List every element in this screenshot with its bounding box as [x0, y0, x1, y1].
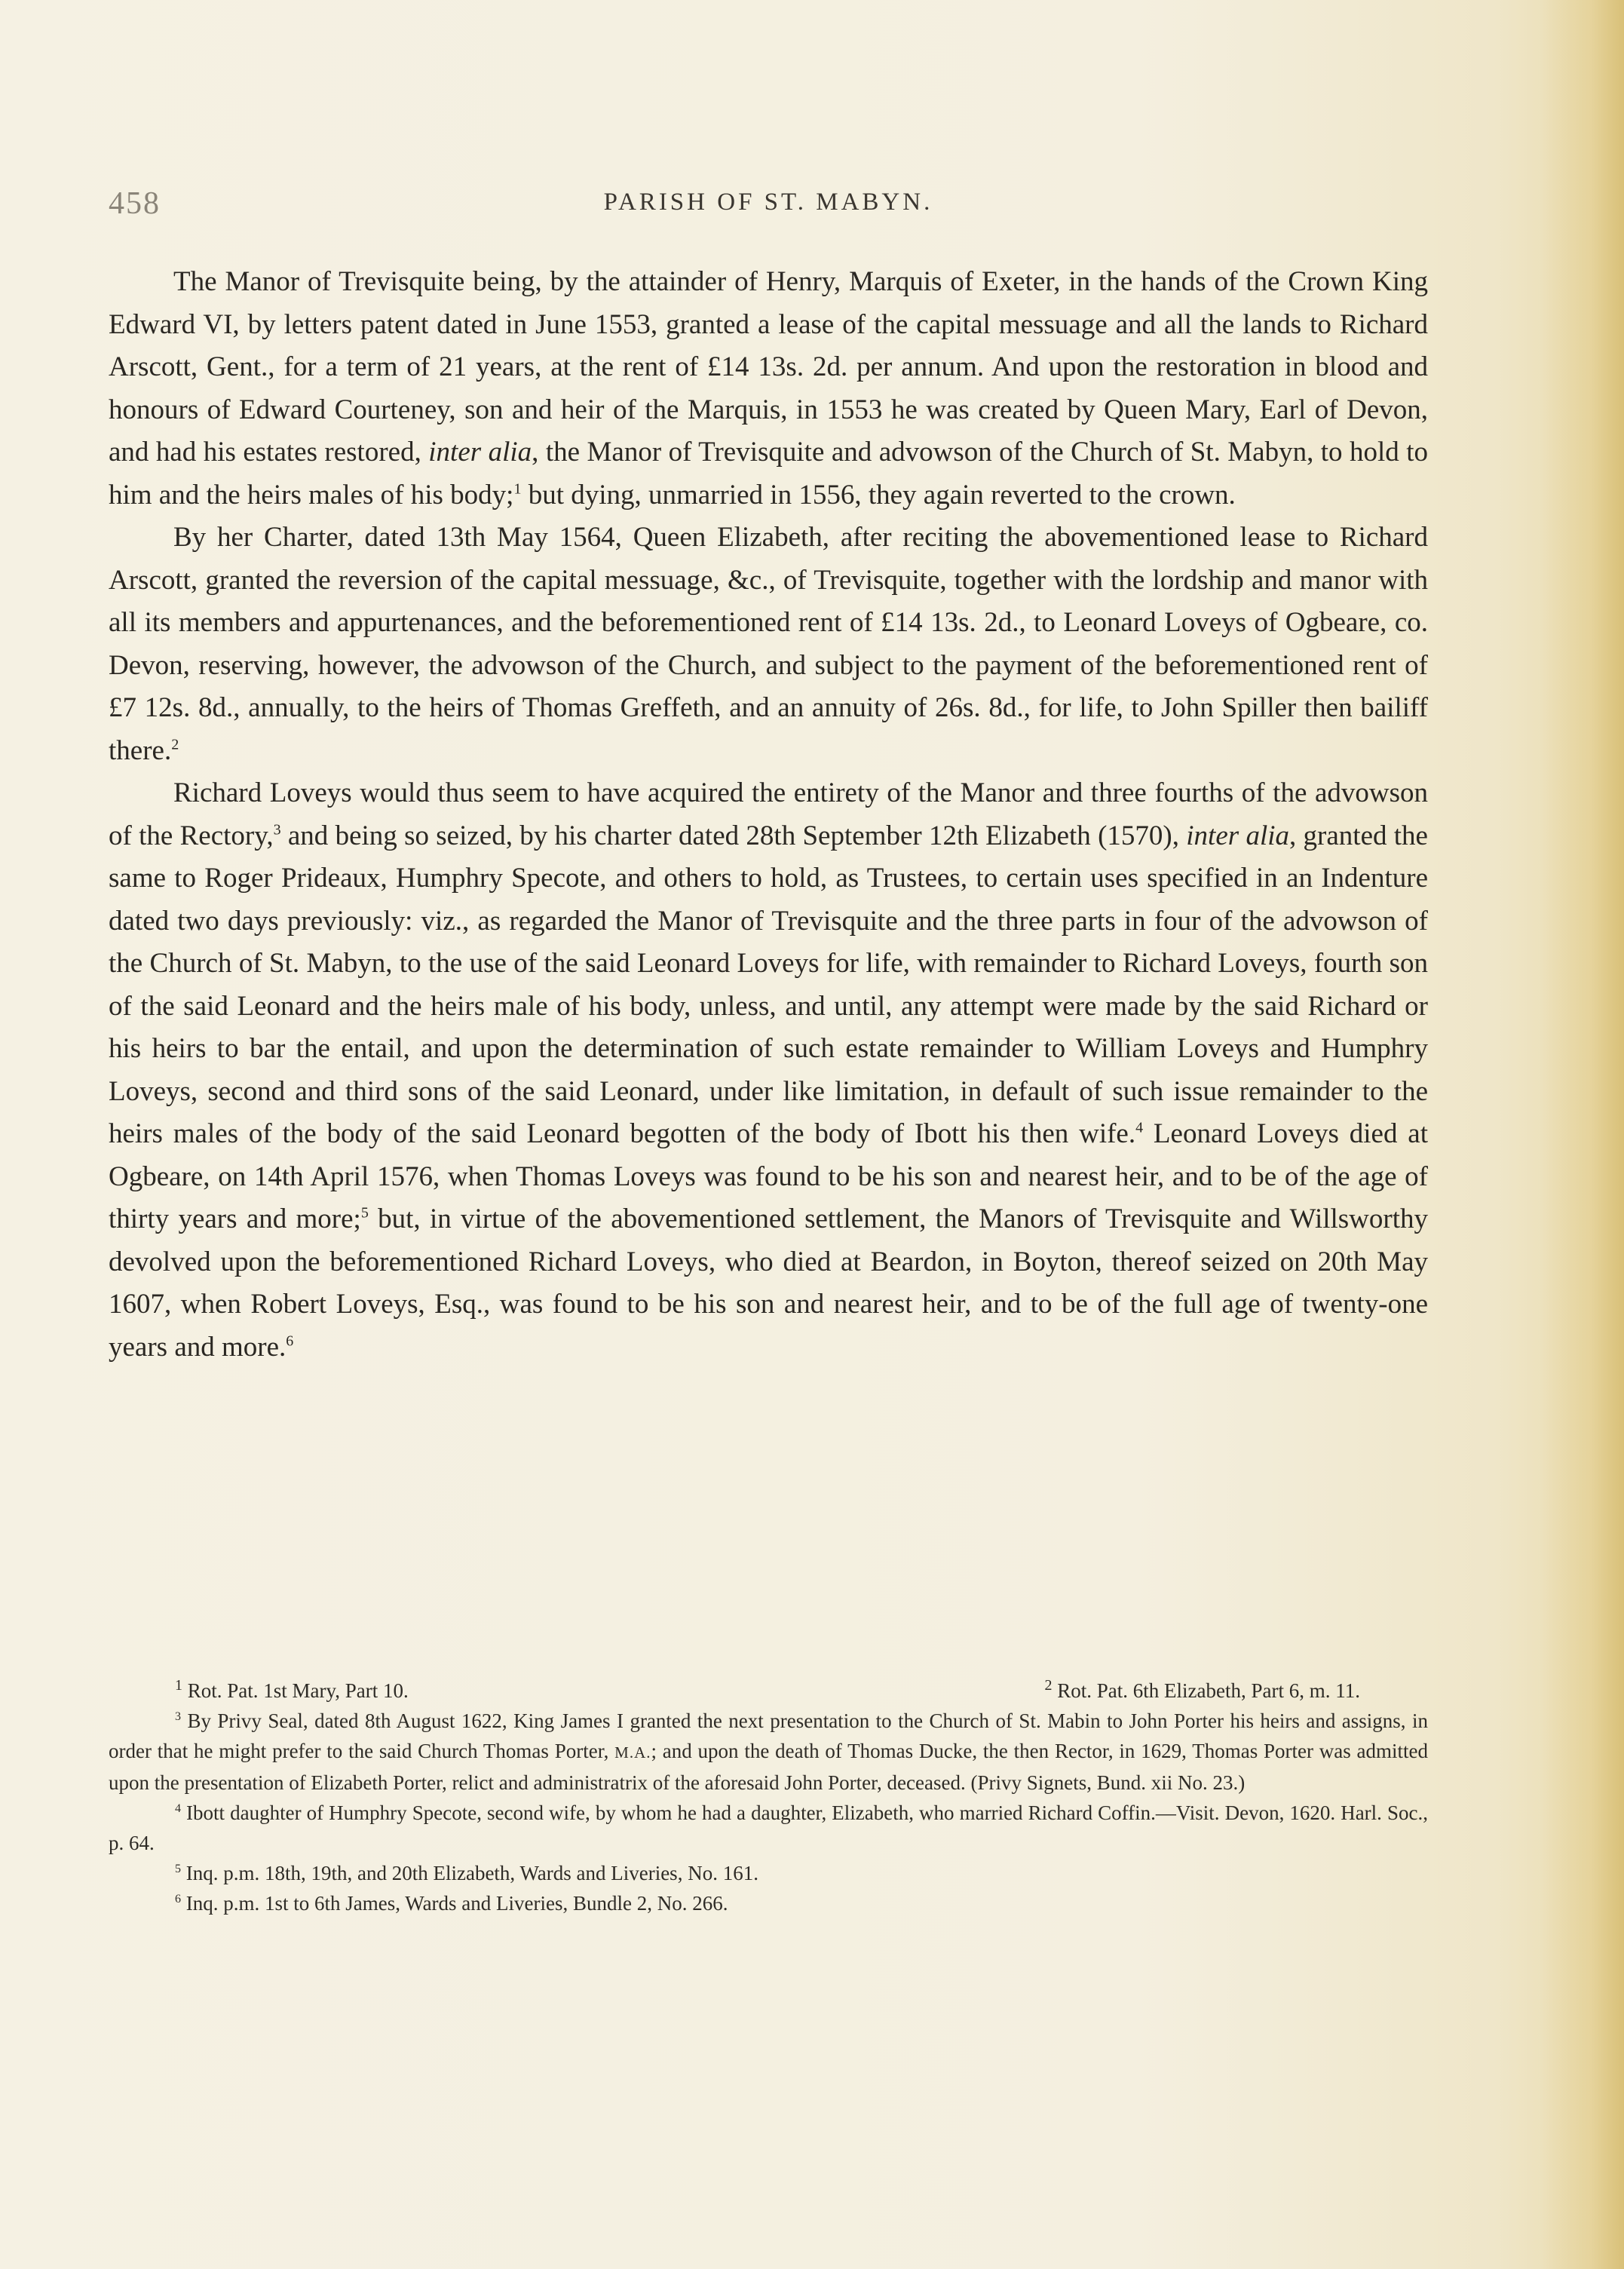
footnote-ref: 6 — [286, 1332, 294, 1350]
page-header — [109, 186, 1428, 231]
footnote-row — [109, 1676, 1428, 1706]
paragraph-3: Richard Loveys would thus seem to have acquired the entirety of the Manor and three fourths of the advowson of the Rectory,$^3$ and being so seized, by his charter dated 28th September 12th Elizabeth (1570), inter alia, granted the same to Roger Prideaux, Humphry Specote, and others to hold, as Trustees, to certain uses specified in an Indenture dated two days previously: viz., as regarded the Manor of Trevisquite and the three parts in four of the advowson of the Church of St. Mabyn, to the use of the said Leonard Loveys for life, with remainder to Richard Loveys, fourth son of the said Leonard and the heirs male of his body, unless, and until, any attempt were made by the said Richard or his heirs to bar the entail, and upon the determination of such estate remainder to William Loveys and Humphry Loveys, second and third sons of the said Leonard, under like limitation, in default of such issue remainder to the heirs males of the body of the said Leonard begotten of the body of Ibott his then wife.$^4$ Leonard Loveys died at Ogbeare, on 14th April 1576, when Thomas Loveys was found to be his son and nearest heir, and to be of the age of thirty years and more;$^5$ but, in virtue of the abovementioned settlement, the Manors of Trevisquite and Willsworthy devolved upon the beforementioned Richard Loveys, who died at Beardon, in Boyton, thereof seized on 20th May 1607, when Robert Loveys, Esq., was found to be his son and nearest heir, and to be of the full age of twenty-one years and more.$^6$ — [109, 777, 1429, 1363]
footnote-6: $^6$ Inq. p.m. 1st to 6th James, Wards and Liveries, Bundle 2, No. 266. — [175, 1892, 728, 1915]
footnote-ref: 5 — [360, 1204, 369, 1222]
footnote-ref: 2 — [171, 736, 179, 753]
footnote-ref: 1 — [513, 480, 522, 498]
footnote-4: $^4$ Ibott daughter of Humphry Specote, second wife, by whom he had a daughter, Elizabeth, who married Richard Coffin.—Visit. Devon, 1620. Harl. Soc., p. 64. — [109, 1801, 1428, 1854]
footnote-ref: 3 — [273, 821, 281, 839]
page-number: 458 — [109, 186, 161, 221]
italic-phrase: inter alia — [1186, 820, 1289, 851]
footnote-ref: 4 — [1135, 1119, 1144, 1136]
footnote-5: $^5$ Inq. p.m. 18th, 19th, and 20th Elizabeth, Wards and Liveries, No. 161. — [175, 1862, 758, 1884]
page-edge-shadow — [1541, 0, 1624, 2269]
footnote-2: $^2$ Rot. Pat. 6th Elizabeth, Part 6, m. 11. — [1044, 1677, 1360, 1702]
paragraph-2: By her Charter, dated 13th May 1564, Queen Elizabeth, after reciting the abovementioned lease to Richard Arscott, granted the reversion of the capital messuage, &c., of Trevisquite, together with the lordship and manor with all its members and appurtenances, and the beforementioned rent of £14 13s. 2d., to Leonard Loveys of Ogbeare, co. Devon, reserving, however, the advowson of the Church, and subject to the payment of the beforementioned rent of £7 12s. 8d., annually, to the heirs of Thomas Greffeth, and an annuity of 26s. 8d., for life, to John Spiller then bailiff there.$^2$ — [109, 522, 1428, 766]
running-head: PARISH OF ST. MABYN. — [603, 189, 933, 216]
italic-phrase: inter alia — [428, 437, 532, 468]
footnote-1: $^1$ Rot. Pat. 1st Mary, Part 10. — [175, 1677, 409, 1702]
body-text — [109, 261, 1428, 1369]
paragraph-1: The Manor of Trevisquite being, by the attainder of Henry, Marquis of Exeter, in the hands of the Crown King Edward VI, by letters patent dated in June 1553, granted a lease of the capital messuage and all the lands to Richard Arscott, Gent., for a term of 21 years, at the rent of £14 13s. 2d. per annum. And upon the restoration in blood and honours of Edward Courteney, son and heir of the Marquis, in 1553 he was created by Queen Mary, Earl of Devon, and had his estates restored, inter alia, the Manor of Trevisquite and advowson of the Church of St. Mabyn, to hold to him and the heirs males of his body;$^1$ but dying, unmarried in 1556, they again reverted to the crown. — [109, 266, 1428, 511]
footnote-3: $^3$ By Privy Seal, dated 8th August 1622, King James I granted the next presentation to the Church of St. Mabin to John Porter his heirs and assigns, in order that he might prefer to the said Church Thomas Porter, M.A.; and upon the death of Thomas Ducke, the then Rector, in 1629, Thomas Porter was admitted upon the presentation of Elizabeth Porter, relict and administratrix of the aforesaid John Porter, deceased. (Privy Signets, Bund. xii No. 23.) — [109, 1709, 1428, 1794]
footnotes — [109, 1676, 1428, 1918]
